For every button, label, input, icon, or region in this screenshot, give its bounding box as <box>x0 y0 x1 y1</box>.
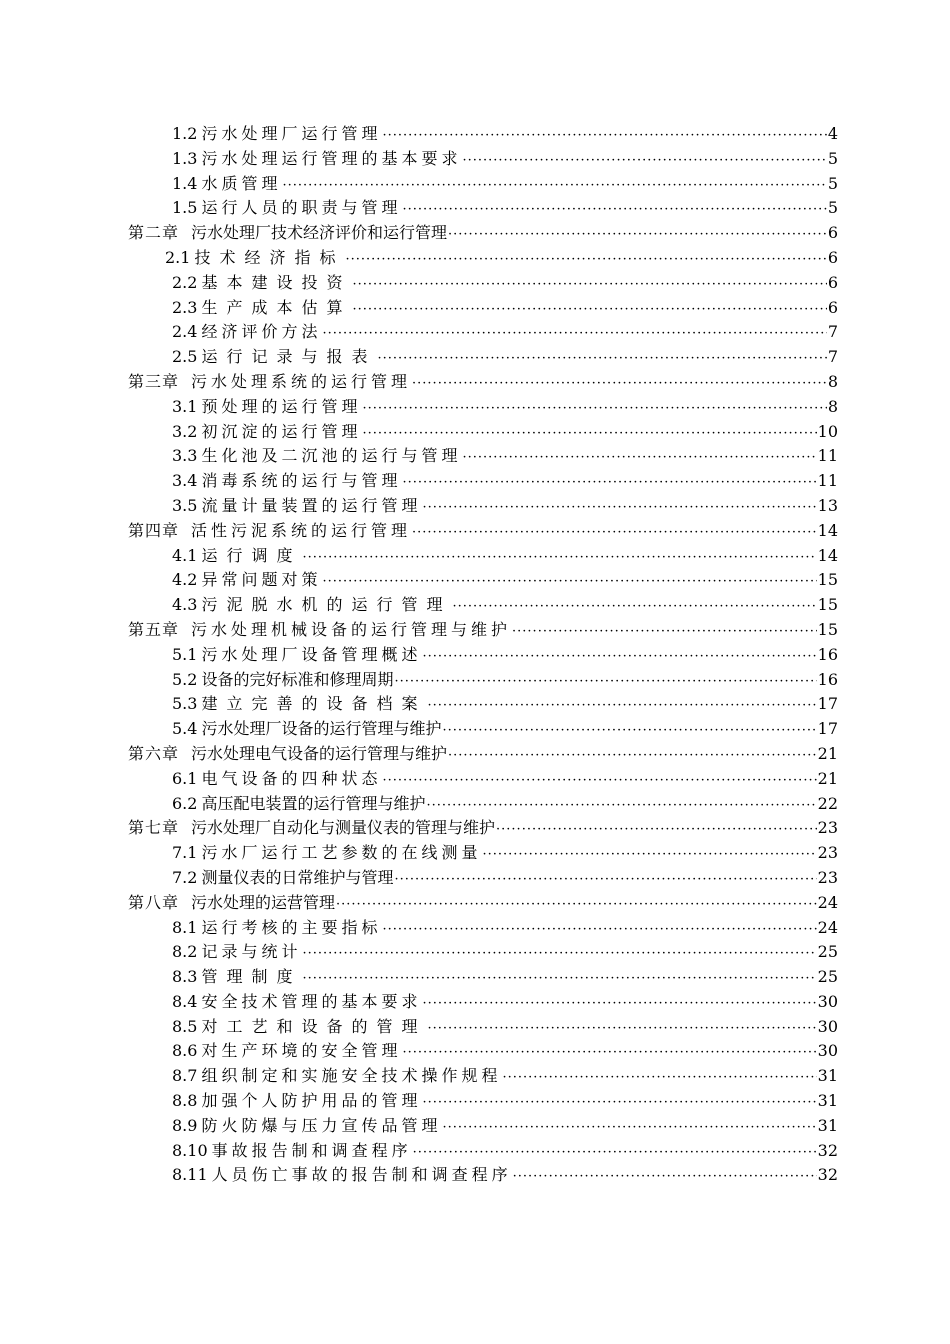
toc-page-number: 32 <box>817 1165 838 1185</box>
toc-entry-title: 测量仪表的日常维护与管理 <box>201 867 394 887</box>
toc-entry-title: 运行人员的职责与管理 <box>201 198 402 218</box>
toc-dot-leader <box>394 868 816 893</box>
toc-dot-leader <box>442 1116 816 1141</box>
toc-section-row[interactable] <box>0 1163 950 1188</box>
toc-entry-title: 预处理的运行管理 <box>201 396 362 416</box>
toc-row-content <box>172 717 838 742</box>
toc-row-content <box>172 668 838 693</box>
toc-row-content <box>172 345 838 370</box>
toc-dot-leader <box>462 149 826 174</box>
toc-section-row[interactable] <box>0 841 950 866</box>
toc-page-number: 24 <box>817 917 838 937</box>
toc-dot-leader <box>462 446 816 471</box>
toc-entry-number: 第二章 <box>128 223 180 243</box>
toc-section-row[interactable] <box>0 643 950 668</box>
toc-entry-title: 污水处理厂设备管理概述 <box>201 644 422 664</box>
toc-page-number: 15 <box>817 619 838 639</box>
toc-row-content <box>172 420 838 445</box>
toc-dot-leader <box>422 645 816 670</box>
toc-dot-leader <box>302 942 816 967</box>
toc-page-number: 14 <box>817 545 838 565</box>
toc-row-content <box>128 891 838 916</box>
toc-page-number: 7 <box>827 347 838 367</box>
toc-row-content <box>172 692 838 717</box>
toc-entry-title: 活性污泥系统的运行管理 <box>191 520 412 540</box>
toc-row-content <box>165 246 838 271</box>
toc-section-row[interactable] <box>0 172 950 197</box>
toc-section-row[interactable] <box>0 593 950 618</box>
toc-page-number: 30 <box>817 991 838 1011</box>
toc-row-content <box>128 816 838 841</box>
toc-dot-leader <box>412 372 827 397</box>
toc-entry-number: 8.7 <box>172 1066 198 1086</box>
toc-page-number: 6 <box>827 223 838 243</box>
toc-entry-title: 消毒系统的运行与管理 <box>201 471 402 491</box>
toc-entry-number: 3.1 <box>172 396 198 416</box>
toc-entry-number: 8.3 <box>172 967 198 987</box>
toc-section-row[interactable] <box>0 420 950 445</box>
toc-entry-number: 2.2 <box>172 272 198 292</box>
toc-page-number: 5 <box>827 198 838 218</box>
toc-dot-leader <box>352 273 826 298</box>
toc-row-content <box>172 1089 838 1114</box>
toc-page-number: 21 <box>817 743 838 763</box>
toc-chapter-row[interactable] <box>0 519 950 544</box>
toc-entry-title: 建立完善的设备档案 <box>201 694 427 714</box>
toc-entry-title: 生化池及二沉池的运行与管理 <box>201 446 462 466</box>
toc-entry-title: 污水处理厂技术经济评价和运行管理 <box>191 223 448 243</box>
toc-entry-title: 事故报告制和调查程序 <box>211 1140 412 1160</box>
toc-entry-title: 管理制度 <box>201 967 302 987</box>
toc-dot-leader <box>452 595 816 620</box>
toc-section-row[interactable] <box>0 395 950 420</box>
toc-row-content <box>128 618 838 643</box>
toc-entry-title: 污水处理厂运行管理 <box>201 124 382 143</box>
toc-row-content <box>172 494 838 519</box>
toc-chapter-row[interactable] <box>0 370 950 395</box>
toc-dot-leader <box>422 992 816 1017</box>
toc-section-row[interactable] <box>0 1089 950 1114</box>
toc-entry-number: 5.1 <box>172 644 198 664</box>
toc-dot-leader <box>382 918 816 943</box>
toc-page-number: 14 <box>817 520 838 540</box>
toc-row-content <box>172 1064 838 1089</box>
toc-dot-leader <box>502 1066 816 1091</box>
toc-row-content <box>128 221 838 246</box>
toc-dot-leader <box>422 496 816 521</box>
toc-entry-number: 8.9 <box>172 1115 198 1135</box>
toc-dot-leader <box>322 322 826 347</box>
toc-section-row[interactable] <box>0 668 950 693</box>
toc-page-number: 16 <box>817 644 838 664</box>
toc-section-row[interactable] <box>0 320 950 345</box>
toc-dot-leader <box>302 546 816 571</box>
toc-dot-leader <box>413 1141 817 1166</box>
toc-dot-leader <box>352 298 826 323</box>
toc-entry-number: 第八章 <box>128 892 180 912</box>
toc-entry-title: 运行考核的主要指标 <box>201 917 382 937</box>
toc-entry-title: 生产成本估算 <box>201 297 352 317</box>
toc-page-number: 31 <box>817 1066 838 1086</box>
toc-row-content <box>172 1015 838 1040</box>
toc-page-number: 21 <box>817 768 838 788</box>
toc-row-content <box>172 196 838 221</box>
toc-entry-title: 污水处理机械设备的运行管理与维护 <box>191 619 512 639</box>
toc-row-content <box>172 296 838 321</box>
toc-page-number: 6 <box>827 297 838 317</box>
toc-page-number: 24 <box>817 892 838 912</box>
toc-section-row[interactable] <box>0 866 950 891</box>
toc-page-number: 11 <box>817 471 838 491</box>
toc-dot-leader <box>345 248 826 273</box>
toc-section-row[interactable] <box>0 965 950 990</box>
toc-entry-number: 7.1 <box>172 843 198 863</box>
toc-row-content <box>128 742 838 767</box>
toc-row-content <box>172 544 838 569</box>
toc-entry-number: 1.3 <box>172 148 198 168</box>
toc-row-content <box>172 990 838 1015</box>
toc-chapter-row[interactable] <box>0 221 950 246</box>
toc-page-number: 7 <box>827 322 838 342</box>
toc-row-content <box>172 940 838 965</box>
toc-row-content <box>172 1139 838 1164</box>
toc-row-content <box>172 866 838 891</box>
toc-page-number: 32 <box>817 1140 838 1160</box>
toc-entry-title: 电气设备的四种状态 <box>201 768 382 788</box>
toc-section-row[interactable] <box>0 246 950 271</box>
toc-dot-leader <box>362 422 816 447</box>
toc-dot-leader <box>382 124 826 149</box>
toc-page-number: 25 <box>817 967 838 987</box>
toc-dot-leader <box>322 570 816 595</box>
toc-page-number: 23 <box>817 818 838 838</box>
toc-entry-number: 2.1 <box>165 247 191 267</box>
toc-entry-number: 1.4 <box>172 173 198 193</box>
toc-chapter-row[interactable] <box>0 618 950 643</box>
toc-page-number: 8 <box>827 371 838 391</box>
toc-entry-number: 1.5 <box>172 198 198 218</box>
toc-entry-number: 2.3 <box>172 297 198 317</box>
toc-entry-title: 经济评价方法 <box>201 322 322 342</box>
toc-page-number: 30 <box>817 1041 838 1061</box>
toc-section-row[interactable] <box>0 1139 950 1164</box>
toc-section-row[interactable] <box>0 345 950 370</box>
toc-section-row[interactable] <box>0 792 950 817</box>
toc-entry-title: 污水处理系统的运行管理 <box>191 371 412 391</box>
toc-entry-title: 运行调度 <box>201 545 302 565</box>
toc-entry-title: 设备的完好标准和修理周期 <box>201 669 394 689</box>
toc-entry-title: 组织制定和实施安全技术操作规程 <box>201 1066 502 1086</box>
toc-chapter-row[interactable] <box>0 742 950 767</box>
toc-entry-title: 异常问题对策 <box>201 570 322 590</box>
toc-page-number: 23 <box>817 843 838 863</box>
toc-section-row[interactable] <box>0 494 950 519</box>
toc-chapter-row[interactable] <box>0 891 950 916</box>
toc-dot-leader <box>282 174 826 199</box>
toc-row-content <box>172 147 838 172</box>
toc-section-row[interactable] <box>0 692 950 717</box>
toc-dot-leader <box>302 967 816 992</box>
toc-entry-number: 1.2 <box>172 124 198 143</box>
toc-entry-number: 5.3 <box>172 694 198 714</box>
toc-row-content <box>172 469 838 494</box>
toc-row-content <box>172 568 838 593</box>
toc-entry-number: 8.8 <box>172 1091 198 1111</box>
toc-row-content <box>172 1163 838 1188</box>
toc-page-number: 13 <box>817 495 838 515</box>
toc-entry-number: 8.11 <box>172 1165 208 1185</box>
toc-page-number: 5 <box>827 148 838 168</box>
toc-page-number: 31 <box>817 1091 838 1111</box>
toc-section-row[interactable] <box>0 147 950 172</box>
toc-dot-leader <box>496 818 817 843</box>
toc-row-content <box>128 519 838 544</box>
toc-row-content <box>172 593 838 618</box>
toc-dot-leader <box>336 893 817 918</box>
toc-page-number: 22 <box>817 793 838 813</box>
toc-entry-number: 4.3 <box>172 595 198 615</box>
toc-page-number: 8 <box>827 396 838 416</box>
toc-entry-number: 第五章 <box>128 619 180 639</box>
toc-page-number: 31 <box>817 1115 838 1135</box>
toc-dot-leader <box>402 198 826 223</box>
toc-page-number: 4 <box>827 124 838 143</box>
toc-entry-title: 防火防爆与压力宣传品管理 <box>201 1115 442 1135</box>
toc-dot-leader <box>427 1017 816 1042</box>
toc-section-row[interactable] <box>0 296 950 321</box>
toc-section-row[interactable] <box>0 1015 950 1040</box>
toc-dot-leader <box>512 620 817 645</box>
toc-entry-number: 第三章 <box>128 371 180 391</box>
toc-page-number: 15 <box>817 595 838 615</box>
toc-dot-leader <box>442 719 816 744</box>
toc-entry-title: 对工艺和设备的管理 <box>201 1016 427 1036</box>
toc-section-row[interactable] <box>0 1114 950 1139</box>
toc-entry-number: 第四章 <box>128 520 180 540</box>
toc-dot-leader <box>362 397 826 422</box>
toc-dot-leader <box>412 521 817 546</box>
toc-dot-leader <box>402 471 816 496</box>
toc-entry-number: 5.2 <box>172 669 198 689</box>
toc-page-number: 17 <box>817 719 838 739</box>
toc-entry-number: 7.2 <box>172 867 198 887</box>
toc-row-content <box>172 792 838 817</box>
toc-entry-title: 基本建设投资 <box>201 272 352 292</box>
toc-dot-leader <box>427 694 816 719</box>
toc-page-number: 6 <box>827 247 838 267</box>
toc-dot-leader <box>402 1041 816 1066</box>
toc-dot-leader <box>426 794 816 819</box>
toc-entry-title: 污水处理的运营管理 <box>191 892 336 912</box>
toc-entry-number: 3.5 <box>172 495 198 515</box>
toc-entry-number: 3.4 <box>172 471 198 491</box>
toc-row-content <box>172 444 838 469</box>
toc-page-number: 6 <box>827 272 838 292</box>
toc-entry-title: 记录与统计 <box>201 942 302 962</box>
toc-row-content <box>172 767 838 792</box>
toc-section-row[interactable] <box>0 990 950 1015</box>
toc-entry-title: 污水厂运行工艺参数的在线测量 <box>201 843 482 863</box>
toc-entry-title: 污泥脱水机的运行管理 <box>201 595 452 615</box>
toc-page-number: 30 <box>817 1016 838 1036</box>
toc-page-number: 23 <box>817 867 838 887</box>
toc-row-content <box>172 965 838 990</box>
toc-row-content <box>172 395 838 420</box>
toc-row-content <box>128 370 838 395</box>
toc-entry-number: 3.2 <box>172 421 198 441</box>
toc-entry-number: 8.2 <box>172 942 198 962</box>
toc-entry-number: 6.2 <box>172 793 198 813</box>
toc-row-content <box>172 172 838 197</box>
toc-dot-leader <box>377 347 826 372</box>
toc-dot-leader <box>394 670 816 695</box>
toc-page-number: 10 <box>817 421 838 441</box>
toc-row-content <box>172 122 838 147</box>
toc-row-content <box>172 643 838 668</box>
toc-dot-leader <box>448 744 817 769</box>
toc-page-number: 15 <box>817 570 838 590</box>
toc-page-number: 17 <box>817 694 838 714</box>
toc-dot-leader <box>513 1165 817 1190</box>
table-of-contents <box>0 122 950 1188</box>
toc-entry-number: 2.5 <box>172 347 198 367</box>
toc-entry-title: 高压配电装置的运行管理与维护 <box>201 793 426 813</box>
toc-entry-number: 8.5 <box>172 1016 198 1036</box>
toc-entry-title: 污水处理运行管理的基本要求 <box>201 148 462 168</box>
toc-section-row[interactable] <box>0 271 950 296</box>
toc-entry-number: 第七章 <box>128 818 180 838</box>
toc-dot-leader <box>482 843 816 868</box>
toc-entry-number: 8.10 <box>172 1140 208 1160</box>
toc-entry-title: 初沉淀的运行管理 <box>201 421 362 441</box>
toc-entry-number: 4.2 <box>172 570 198 590</box>
toc-section-row[interactable] <box>0 122 950 147</box>
toc-dot-leader <box>448 223 827 248</box>
toc-row-content <box>172 1039 838 1064</box>
toc-entry-number: 8.4 <box>172 991 198 1011</box>
toc-entry-number: 8.1 <box>172 917 198 937</box>
toc-entry-number: 6.1 <box>172 768 198 788</box>
toc-entry-title: 加强个人防护用品的管理 <box>201 1091 422 1111</box>
toc-section-row[interactable] <box>0 1039 950 1064</box>
toc-entry-number: 3.3 <box>172 446 198 466</box>
toc-section-row[interactable] <box>0 767 950 792</box>
toc-section-row[interactable] <box>0 568 950 593</box>
toc-entry-title: 水质管理 <box>201 173 282 193</box>
toc-entry-title: 污水处理电气设备的运行管理与维护 <box>191 743 448 763</box>
toc-row-content <box>172 841 838 866</box>
toc-page-number: 5 <box>827 173 838 193</box>
toc-section-row[interactable] <box>0 916 950 941</box>
toc-dot-leader <box>422 1091 816 1116</box>
toc-entry-title: 对生产环境的安全管理 <box>201 1041 402 1061</box>
toc-section-row[interactable] <box>0 1064 950 1089</box>
toc-entry-title: 技术经济指标 <box>194 247 345 267</box>
toc-entry-title: 流量计量装置的运行管理 <box>201 495 422 515</box>
toc-entry-title: 污水处理厂自动化与测量仪表的管理与维护 <box>191 818 496 838</box>
toc-entry-title: 污水处理厂设备的运行管理与维护 <box>201 719 442 739</box>
toc-row-content <box>172 916 838 941</box>
toc-entry-number: 5.4 <box>172 719 198 739</box>
toc-entry-number: 8.6 <box>172 1041 198 1061</box>
toc-section-row[interactable] <box>0 196 950 221</box>
toc-entry-title: 安全技术管理的基本要求 <box>201 991 422 1011</box>
toc-entry-title: 运行记录与报表 <box>201 347 377 367</box>
toc-entry-number: 第六章 <box>128 743 180 763</box>
toc-row-content <box>172 271 838 296</box>
toc-row-content <box>172 320 838 345</box>
toc-page-number: 11 <box>817 446 838 466</box>
toc-entry-number: 4.1 <box>172 545 198 565</box>
toc-page-number: 16 <box>817 669 838 689</box>
toc-section-row[interactable] <box>0 940 950 965</box>
toc-section-row[interactable] <box>0 444 950 469</box>
toc-chapter-row[interactable] <box>0 816 950 841</box>
toc-section-row[interactable] <box>0 544 950 569</box>
toc-entry-title: 人员伤亡事故的报告制和调查程序 <box>211 1165 512 1185</box>
toc-dot-leader <box>382 769 816 794</box>
toc-entry-number: 2.4 <box>172 322 198 342</box>
toc-row-content <box>172 1114 838 1139</box>
toc-section-row[interactable] <box>0 717 950 742</box>
toc-page-number: 25 <box>817 942 838 962</box>
toc-section-row[interactable] <box>0 469 950 494</box>
